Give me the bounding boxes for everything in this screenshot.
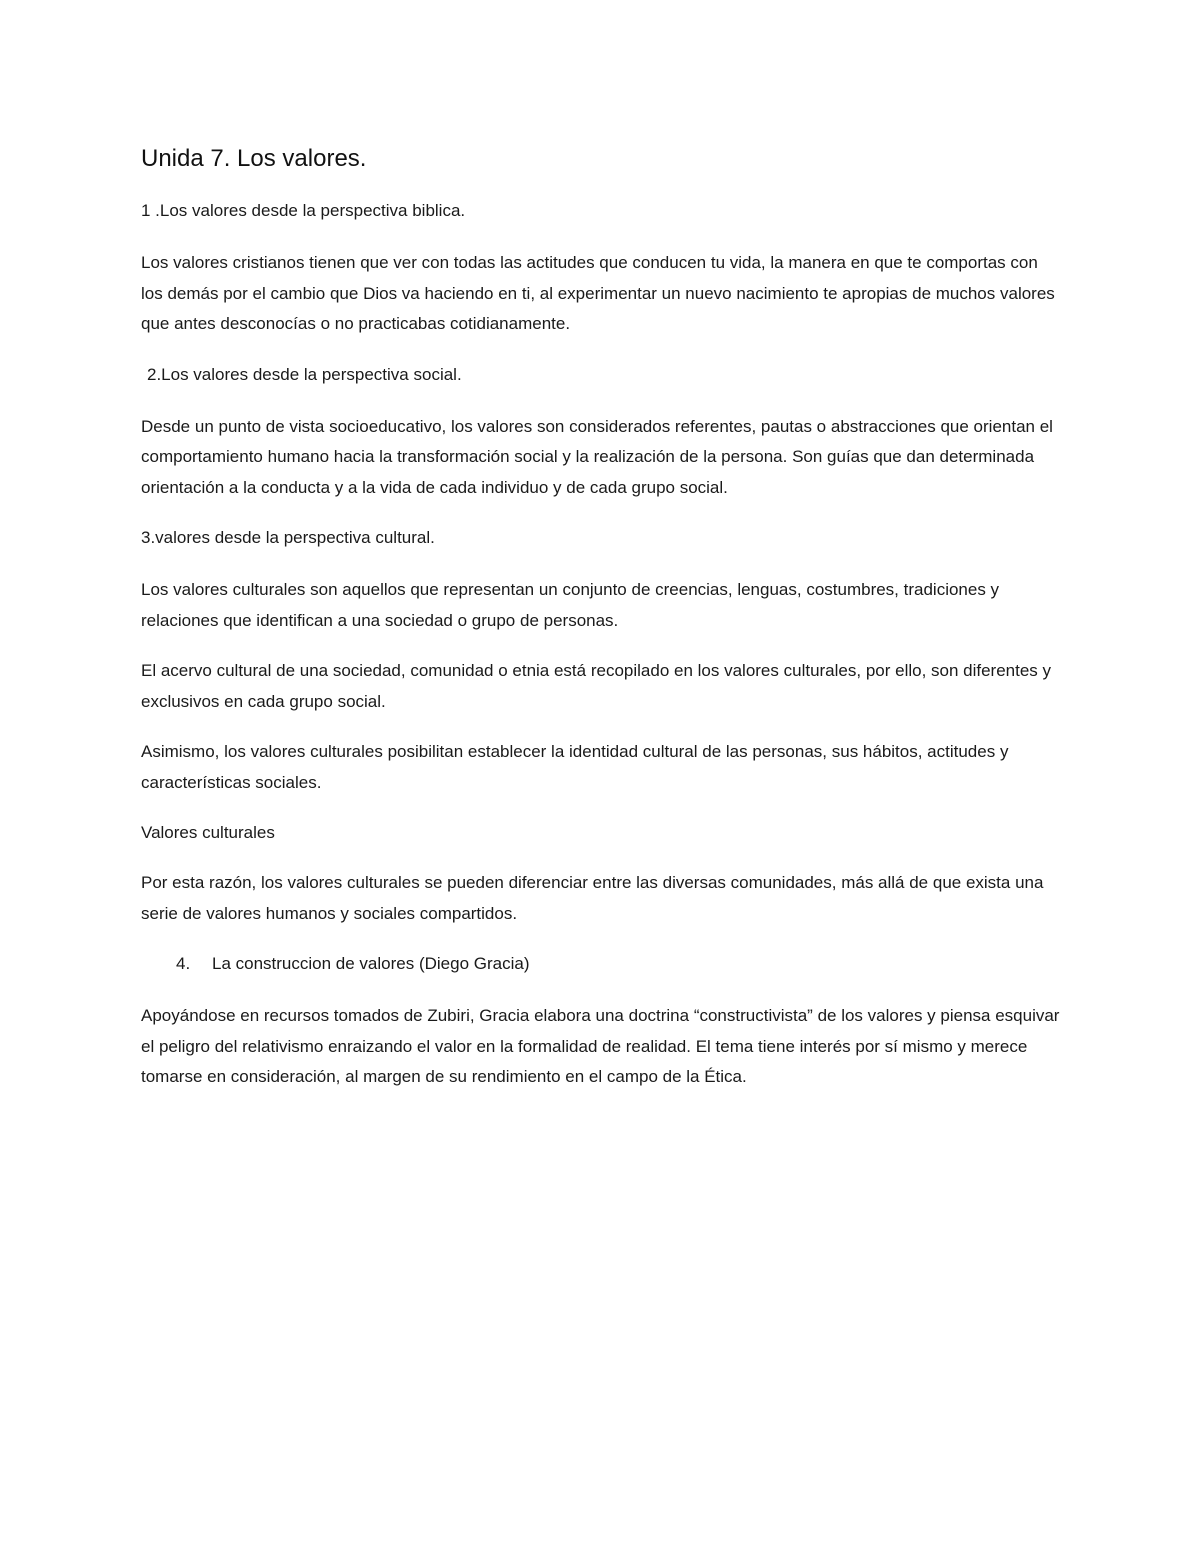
section-4-paragraph: Apoyándose en recursos tomados de Zubiri, Gracia elabora una doctrina “constructivista” de los valores y piensa esquivar el peligro del relativismo enraizando el valor en la formalidad de realidad. El tema tiene interés por sí mismo y merece tomarse en consideración, al margen de su rendimiento en el campo de la Ética. xyxy=(141,1006,1060,1086)
section-3-paragraph-1: Los valores culturales son aquellos que representan un conjunto de creencias, lenguas, costumbres, tradiciones y relaciones que identifican a una sociedad o grupo de personas. xyxy=(141,580,1000,630)
section-4-heading xyxy=(141,949,1061,979)
section-3-paragraph-3: Asimismo, los valores culturales posibilitan establecer la identidad cultural de las personas, sus hábitos, actitudes y características sociales. xyxy=(141,742,1009,792)
section-1-paragraph: Los valores cristianos tienen que ver con todas las actitudes que conducen tu vida, la manera en que te comportas con los demás por el cambio que Dios va haciendo en ti, al experimentar un nuevo nacimiento te apropias de muchos valores que antes desconocías o no practicabas cotidianamente. xyxy=(141,253,1055,333)
section-3-paragraph-4: Por esta razón, los valores culturales se pueden diferenciar entre las diversas comunidades, más allá de que exista una serie de valores humanos y sociales compartidos. xyxy=(141,873,1044,923)
section-2-heading: 2.Los valores desde la perspectiva social. xyxy=(147,364,462,384)
section-4-heading-text: La construccion de valores (Diego Gracia) xyxy=(212,954,530,973)
section-3-subheading: Valores culturales xyxy=(141,823,275,842)
document-body xyxy=(141,142,1061,1113)
section-4-number: 4. xyxy=(176,954,191,973)
page-title: Unida 7. Los valores. xyxy=(141,145,367,172)
section-3-paragraph-2: El acervo cultural de una sociedad, comunidad o etnia está recopilado en los valores culturales, por ello, son diferentes y exclusivos en cada grupo social. xyxy=(141,661,1052,711)
section-1-heading: 1 .Los valores desde la perspectiva biblica. xyxy=(141,201,466,220)
section-3-heading: 3.valores desde la perspectiva cultural. xyxy=(141,528,435,547)
section-2-paragraph: Desde un punto de vista socioeducativo, los valores son considerados referentes, pautas o abstracciones que orientan el comportamiento humano hacia la transformación social y la realización de la persona. Son guías que dan determinada orientación a la conducta y a la vida de cada individuo y de cada grupo social. xyxy=(141,416,1053,497)
